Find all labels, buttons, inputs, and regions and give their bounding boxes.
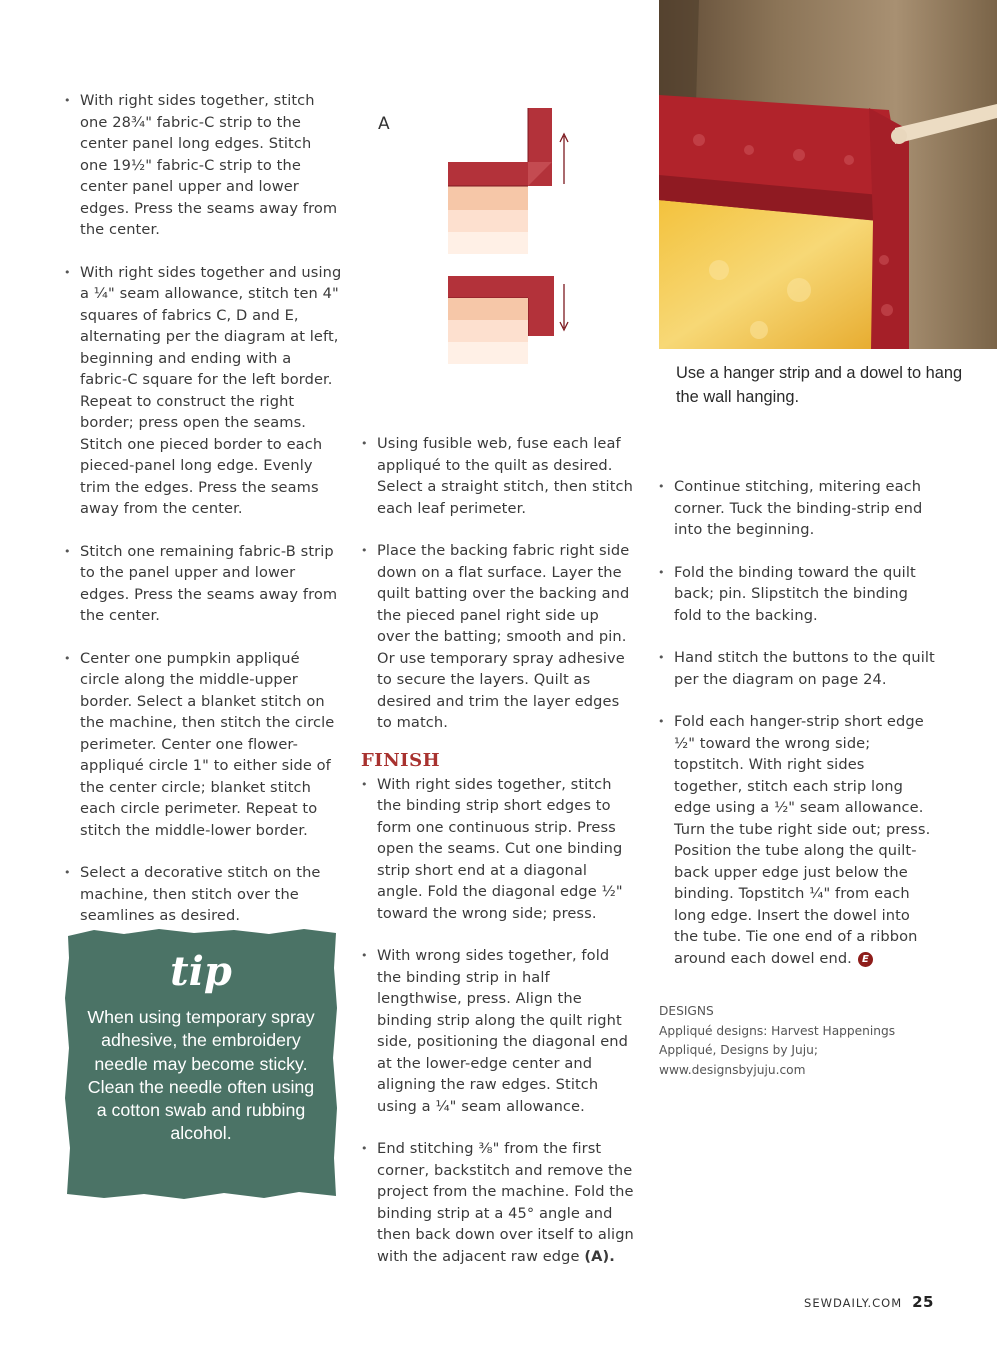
diagram-reference: (A). — [584, 1247, 615, 1265]
step-item — [360, 1138, 635, 1267]
photo-image — [659, 0, 997, 349]
instructions-column-3 — [657, 476, 937, 990]
tip-body: When using temporary spray adhesive, the embroidery needle may become sticky. Clean the needle often using a cotton swab and rubbing alcohol. — [87, 1007, 315, 1144]
step-item: • Stitch one remaining fabric-B strip to the panel upper and lower edges. Press the seams away from the center. — [63, 541, 343, 627]
page-footer — [804, 1292, 934, 1315]
photo-caption: Use a hanger strip and a dowel to hang the wall hanging. — [676, 364, 963, 406]
step-text: End stitching ⅜" from the first corner, backstitch and remove the project from the machine. Fold the binding strip at a 45° angle and then back down over itself to align with the adjacent raw edge — [377, 1140, 634, 1265]
step-item: • With right sides together, stitch one 28¾" fabric-C strip to the center panel long edges. Stitch one 19½" fabric-C strip to the center panel upper and lower edges. Press the seams away from the center. — [63, 90, 343, 241]
binding-diagram — [372, 100, 602, 410]
step-text: Fold each hanger-strip short edge ½" toward the wrong side; topstitch. With right sides together, stitch each strip long edge using a ½" seam allowance. Turn the tube right side out; press. Position the tube along the quilt-back upper edge just below the binding. Topstitch ¼" from each long edge. Insert the dowel into the tube. Tie one end of a ribbon around each dowel end. — [674, 713, 931, 967]
instructions-column-1 — [63, 90, 343, 948]
step-item: • Hand stitch the buttons to the quilt per the diagram on page 24. — [657, 647, 937, 690]
finish-heading: FINISH — [361, 749, 441, 771]
designs-line: Appliqué, Designs by Juju; — [659, 1043, 818, 1057]
step-item: • Continue stitching, mitering each corner. Tuck the binding-strip end into the beginning. — [657, 476, 937, 541]
designs-heading: DESIGNS — [659, 1004, 714, 1018]
step-item: • Place the backing fabric right side down on a flat surface. Layer the quilt batting over the backing and the pieced panel right side up over the batting; smooth and pin. Or use temporary spray adhesive to secure the layers. Quilt as desired and trim the layer edges to match. — [360, 540, 635, 734]
tip-title: tip — [170, 948, 232, 995]
diagram-label: A — [378, 114, 390, 134]
step-item: • Select a decorative stitch on the machine, then stitch over the seamlines as desired. — [63, 862, 343, 927]
tip-box — [64, 928, 338, 1200]
step-item: • With wrong sides together, fold the binding strip in half lengthwise, press. Align the binding strip along the quilt right side, positioning the diagonal end at the lower-edge center and aligning the raw edges. Stitch using a ¼" seam allowance. — [360, 945, 635, 1117]
step-item: • With right sides together and using a ¼" seam allowance, stitch ten 4" squares of fabrics C, D and E, alternating per the diagram at left, beginning and ending with a fabric-C square for the left border. Repeat to construct the right border; press open the seams. Stitch one pieced border to each pieced-panel long edge. Evenly trim the edges. Press the seams away from the center. — [63, 262, 343, 520]
site-name: SEWDAILY.COM — [804, 1296, 903, 1310]
hanging-photo — [659, 0, 997, 349]
page-number: 25 — [912, 1293, 934, 1311]
diagram-illustration — [372, 100, 602, 410]
step-item: • Fold the binding toward the quilt back; pin. Slipstitch the binding fold to the backing. — [657, 562, 937, 627]
instructions-column-2 — [360, 433, 635, 1288]
step-item — [657, 711, 937, 969]
end-mark-icon: E — [858, 952, 873, 967]
step-item: • Using fusible web, fuse each leaf appliqué to the quilt as desired. Select a straight stitch, then stitch each leaf perimeter. — [360, 433, 635, 519]
step-item: • Center one pumpkin appliqué circle along the middle-upper border. Select a blanket stitch on the machine, then stitch the circle perimeter. Center one flower-appliqué circle 1" to either side of the center circle; blanket stitch each circle perimeter. Repeat to stitch the middle-lower border. — [63, 648, 343, 842]
designs-credit — [659, 1002, 959, 1080]
step-item: • With right sides together, stitch the binding strip short edges to form one continuous strip. Press open the seams. Cut one binding strip short end at a diagonal angle. Fold the diagonal edge ½" toward the wrong side; press. — [360, 774, 635, 925]
designs-line: Appliqué designs: Harvest Happenings — [659, 1023, 896, 1038]
designs-url: www.designsbyjuju.com — [659, 1062, 806, 1077]
